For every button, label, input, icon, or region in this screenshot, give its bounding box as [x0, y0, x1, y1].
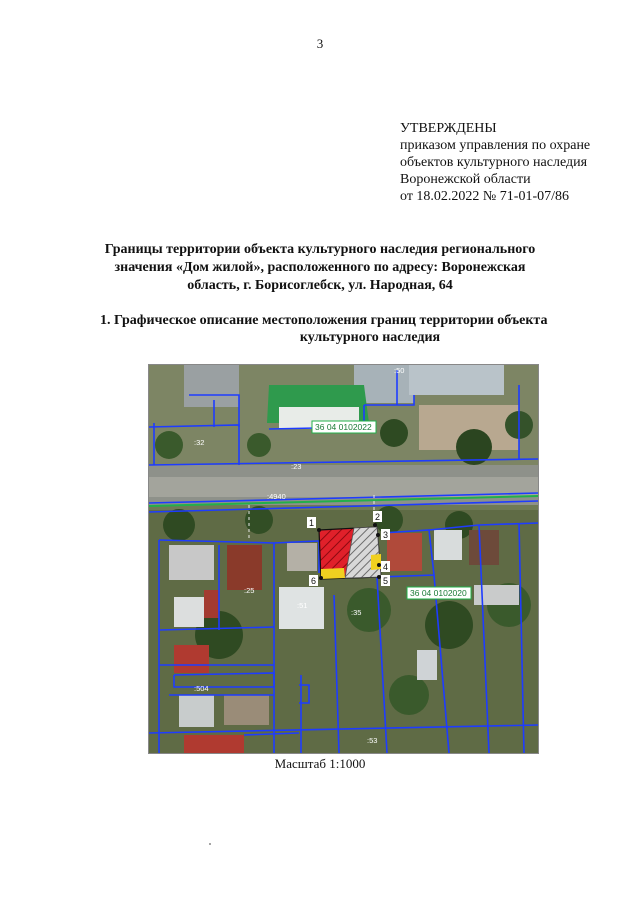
cadastral-quarter-label: 36 04 0102020: [410, 588, 467, 598]
approval-line: приказом управления по охране: [400, 138, 591, 153]
tree: [247, 433, 271, 457]
house-roof: [204, 590, 219, 618]
stray-dot: [209, 843, 211, 845]
house-roof: [387, 533, 422, 571]
parcel-label: :53: [367, 736, 378, 745]
satellite-map: [148, 364, 539, 754]
cadastral-quarter-label: 36 04 0102022: [315, 422, 372, 432]
point-number: 6: [311, 576, 317, 586]
house-roof: [169, 545, 214, 580]
house-roof: [469, 530, 499, 565]
section-heading-line: 1. Графическое описание местоположения границ территории объекта: [100, 313, 548, 328]
section-heading: [100, 312, 620, 346]
parcel-label: :35: [351, 608, 362, 617]
approval-line: объектов культурного наследия: [400, 155, 588, 170]
approval-line: от 18.02.2022 № 71-01-07/86: [400, 189, 570, 204]
tree: [155, 431, 183, 459]
map-scale: Масштаб 1:1000: [274, 756, 366, 771]
section-heading-line: культурного наследия: [299, 330, 441, 345]
house-roof: [179, 695, 214, 727]
point-number: 1: [309, 518, 315, 528]
parcel-label: :50: [394, 366, 405, 375]
tree: [425, 601, 473, 649]
parcel-label: :51: [297, 601, 308, 610]
house-roof: [184, 735, 244, 753]
point-number: 4: [383, 562, 389, 572]
territory-yellow-edge: [321, 568, 345, 579]
building-roof: [184, 365, 239, 407]
parcel-label: :25: [244, 586, 255, 595]
house-roof: [417, 650, 437, 680]
tree: [380, 419, 408, 447]
parcel-label: :23: [291, 462, 302, 471]
approval-block: [400, 120, 590, 205]
parcel-label: :4940: [267, 492, 286, 501]
title-line: Границы территории объекта культурного наследия регионального: [104, 242, 536, 257]
approval-heading: УТВЕРЖДЕНЫ: [400, 121, 497, 136]
house-roof: [474, 585, 519, 605]
parcel-label: :32: [194, 438, 205, 447]
page-number: 3: [316, 36, 324, 51]
point-number: 5: [383, 576, 389, 586]
house-roof: [174, 645, 209, 673]
tree: [163, 509, 195, 541]
title-line: значения «Дом жилой», расположенного по адресу: Воронежская: [114, 260, 526, 275]
building-roof: [409, 365, 504, 395]
approval-line: Воронежской области: [400, 172, 531, 187]
house-roof: [227, 545, 262, 590]
house-roof: [434, 530, 462, 560]
house-roof: [224, 695, 269, 725]
document-title: [95, 241, 545, 295]
title-line: область, г. Борисоглебск, ул. Народная, 64: [187, 278, 453, 293]
house-roof: [174, 597, 204, 627]
parcel-label: :504: [194, 684, 209, 693]
house-roof: [287, 543, 317, 571]
point-number: 3: [383, 530, 389, 540]
territory-yellow-edge: [371, 554, 381, 570]
tree: [389, 675, 429, 715]
point-number: 2: [375, 512, 381, 522]
